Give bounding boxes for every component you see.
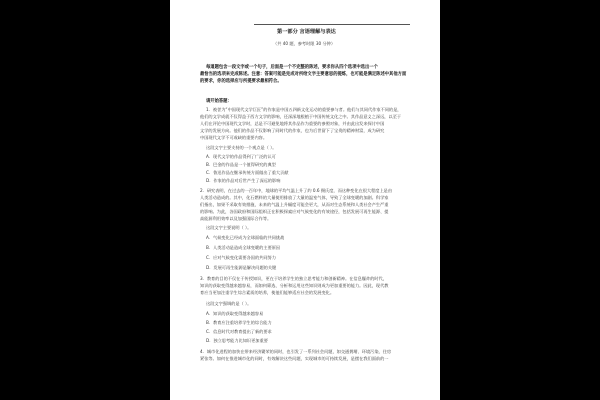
question-2-prompt: 这段文字主要说明（ ）。 — [206, 225, 252, 230]
instructions-line: 的要求，你的选择应与所提要求最相符合。 — [200, 79, 282, 84]
section-title: 第一部分 言语理解与表达 — [277, 29, 336, 35]
question-3-option-a: A．知识的获取变得越来越容易 — [206, 311, 264, 316]
document-page — [170, 0, 440, 400]
question-1-option-a: A．现代文学的作品得到了广泛的认可 — [206, 154, 276, 159]
question-3-option-d: D．独立思考能力比知识更加重要 — [206, 338, 268, 343]
section-subtitle: （共 40 题，参考时限 30 分钟） — [273, 41, 336, 46]
question-1-stem: 文学的发展方向。他们的作品不仅影响了同时代的作家，也为后世留下了宝贵的精神财富，成为研究 — [200, 128, 385, 133]
question-2-stem: 的影响。为此，各国政府和国际组织正在积极探索应对气候变化的有效途径，包括发展可再生能源、提 — [200, 209, 389, 214]
question-3-stem: 知识的获取变得越来越容易，而如何筛选、分析和运用这些知识则成为更加重要的能力。因此，现代教 — [200, 283, 389, 288]
question-2-stem: 高能源利用效率以及加强国际合作等。 — [200, 216, 272, 221]
question-2-option-d: D．发展可再生能源是解决问题的关键 — [206, 265, 277, 270]
question-2-stem: 们指出，如果不采取有效措施，未来的气温上升幅度可能会更大，从而对生态系统和人类社会产生严重 — [200, 202, 389, 207]
question-4-stem: 4．城市化进程的加快在带来经济繁荣的同时，也引发了一系列社会问题，如交通拥堵、环境污染、住房 — [200, 349, 392, 354]
question-2-option-c: C．应对气候变化需要各国的共同努力 — [206, 255, 276, 260]
question-3-prompt: 这段文字强调的是（ ）。 — [206, 301, 252, 306]
question-2-stem: 2．研究表明，在过去的一百年中，地球的平均气温上升了约 0.6 摄氏度，而这种变化在很大程度上是由 — [200, 188, 393, 193]
question-3-option-b: B．教育应注重培养学生的综合能力 — [206, 320, 272, 325]
question-1-option-d: D．作家的作品对后世产生了深远的影响 — [206, 178, 281, 183]
question-1-prompt: 这段文字主要支持的一个观点是（ ）。 — [206, 145, 277, 150]
question-2-option-b: B．人类活动是造成全球变暖的主要原因 — [206, 245, 281, 250]
question-4-stem: 紧张等。如何在推进城市化的同时，有效解决这些问题，实现城市的可持续发展，是摆在我们面前的一 — [200, 356, 389, 361]
question-1-stem: 1．被誉为“中国现代文学巨匠”的作家是中国五四新文化运动的重要参与者。他们与其同代作家不同的是， — [206, 107, 402, 112]
instructions-line: 每道题包含一段文字或一个句子，后面是一个不完整的陈述，要求你从四个选项中选出一个 — [206, 65, 378, 70]
question-1-stem: 中国现代文学不可或缺的重要内容。 — [200, 135, 268, 140]
question-3-option-c: C．信息时代对教育提出了新的要求 — [206, 329, 272, 334]
header-rule — [254, 24, 410, 25]
question-2-stem: 人类活动造成的。其中，化石燃料的大量使用排放了大量的温室气体，导致了全球变暖的加剧。科学家 — [200, 195, 389, 200]
question-1-stem: 人们在评论中国现代文学时，总是不可避免地将其作品作为重要的参照对象，并由此出发来探讨中国 — [200, 121, 385, 126]
question-1-option-b: B．巴金的作品是一个值得研究的典型 — [206, 162, 276, 167]
question-1-option-c: C．鲁迅作品在继承传统方面做出了重大贡献 — [206, 170, 289, 175]
question-1-stem: 他们的文学成就不仅得益于西方文学的影响，还深深地根植于中国传统文化之中。其作品意义之深远，以至于 — [200, 114, 402, 119]
instructions-line: 最恰当的选项来完成陈述。注意：答案可能是完成对所给文字主要意思的提炼，也可能是满足陈述中其他方面 — [200, 72, 407, 77]
start-label: 请开始答题： — [206, 99, 232, 104]
question-3-stem: 3．教育的目的不仅在于传授知识，更在于培养学生的独立思考能力和创新精神。在信息爆炸的时代， — [200, 276, 387, 281]
question-3-stem: 育应当更加注重学生综合素质的培养，使他们能够适应社会的发展变化。 — [200, 290, 335, 295]
question-2-option-a: A．气候变化已经成为全球面临的共同挑战 — [206, 235, 285, 240]
